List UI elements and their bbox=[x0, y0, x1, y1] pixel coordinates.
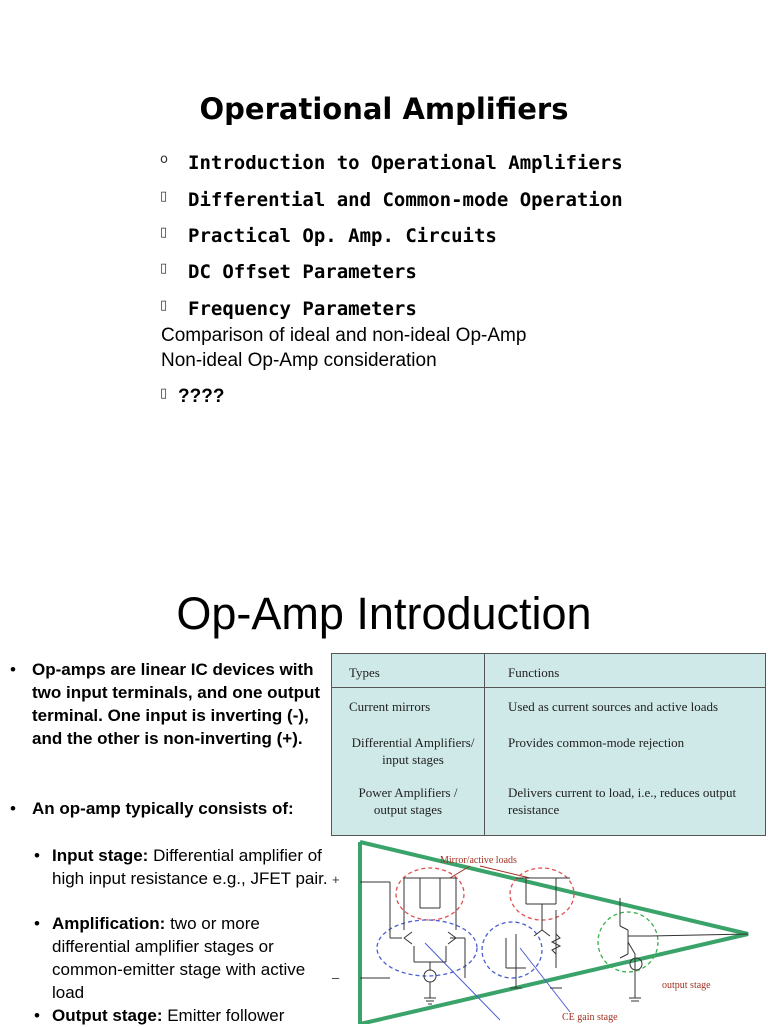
outline-item-label: ???? bbox=[178, 386, 225, 407]
bullet-dot-icon: • bbox=[34, 914, 40, 933]
bullet-dot-icon: • bbox=[10, 660, 16, 679]
intro-bullet-text: Op-amps are linear IC devices with two input terminals, and one output terminal. One input is inverting (-), and the other is non-inverting (+). bbox=[32, 660, 321, 748]
slide2-title: Op-Amp Introduction bbox=[176, 588, 592, 639]
table-header-types: Types bbox=[349, 665, 380, 680]
ce-gain-stage-label: CE gain stage bbox=[562, 1012, 618, 1023]
stage-item-text: Differential amplifier of high input resistance e.g., JFET pair. bbox=[52, 846, 328, 888]
outline-item bbox=[160, 261, 417, 283]
bullet-dot-icon: • bbox=[34, 1006, 40, 1025]
ce-pointer-line bbox=[520, 948, 570, 1012]
opamp-schematic bbox=[330, 838, 766, 1024]
mirror-loads-label: Mirror/active loads bbox=[440, 855, 517, 866]
bullet-marker-icon: ▯ bbox=[160, 261, 168, 276]
table-cell-function: Provides common-mode rejection bbox=[508, 735, 685, 750]
outline-item-label: Differential and Common-mode Operation bbox=[188, 189, 623, 211]
stage-item-label: Input stage: bbox=[52, 846, 149, 865]
outline-plain-line: Non-ideal Op-Amp consideration bbox=[161, 350, 437, 371]
slide1-title: Operational Amplifiers bbox=[199, 92, 569, 126]
ce-stage-circle bbox=[482, 922, 542, 978]
minus-terminal-label: – bbox=[332, 970, 340, 985]
table-divider bbox=[332, 687, 765, 688]
outline-item bbox=[160, 152, 623, 174]
table-header-functions: Functions bbox=[508, 665, 560, 680]
outline-item bbox=[160, 225, 497, 247]
stage-item bbox=[34, 912, 317, 1004]
bullet-marker-icon: ▯ bbox=[160, 298, 168, 313]
input-pointer-line bbox=[425, 943, 500, 1020]
bullet-marker-icon: ▯ bbox=[160, 386, 168, 401]
stage-item-text: Emitter follower bbox=[162, 1006, 285, 1025]
bullet-dot-icon: • bbox=[34, 846, 40, 865]
stage-item-label: Output stage: bbox=[52, 1006, 163, 1025]
bullet-marker-icon: ▯ bbox=[160, 189, 168, 204]
outline-item bbox=[160, 189, 623, 211]
bullet-marker: o bbox=[160, 152, 168, 167]
transistor-symbols bbox=[404, 930, 642, 982]
output-stage-label: output stage bbox=[662, 980, 711, 991]
types-functions-table bbox=[331, 653, 766, 836]
outline-item bbox=[160, 298, 417, 320]
stage-item-text: two or more differential amplifier stages or common-emitter stage with active load bbox=[52, 914, 306, 1002]
table-cell-type: Differential Amplifiers/ input stages bbox=[351, 735, 475, 767]
bullet-dot-icon: • bbox=[10, 799, 16, 818]
stage-item bbox=[34, 844, 337, 890]
outline-item bbox=[160, 386, 224, 408]
intro-bullet bbox=[10, 658, 322, 750]
bullet-marker-icon: ▯ bbox=[160, 225, 168, 240]
table-cell-type: Current mirrors bbox=[349, 699, 431, 714]
table-cell-type: Power Amplifiers / output stages bbox=[358, 785, 458, 817]
intro-bullet bbox=[10, 797, 322, 820]
table-cell-function: Delivers current to load, i.e., reduces output resistance bbox=[508, 785, 737, 817]
intro-bullet-text: An op-amp typically consists of: bbox=[32, 799, 294, 818]
outline-item-label: DC Offset Parameters bbox=[188, 261, 417, 283]
outline-plain-line: Comparison of ideal and non-ideal Op-Amp bbox=[161, 325, 527, 346]
plus-terminal-label: + bbox=[332, 872, 340, 887]
outline-item-label: Introduction to Operational Amplifiers bbox=[188, 152, 623, 174]
table-cell-function: Used as current sources and active loads bbox=[508, 699, 719, 714]
stage-item-label: Amplification: bbox=[52, 914, 166, 933]
input-stage-circle bbox=[377, 920, 477, 976]
table-divider bbox=[484, 654, 485, 835]
outline-item-label: Frequency Parameters bbox=[188, 298, 417, 320]
outline-item-label: Practical Op. Amp. Circuits bbox=[188, 225, 497, 247]
mirror-pointer-line bbox=[450, 866, 470, 878]
